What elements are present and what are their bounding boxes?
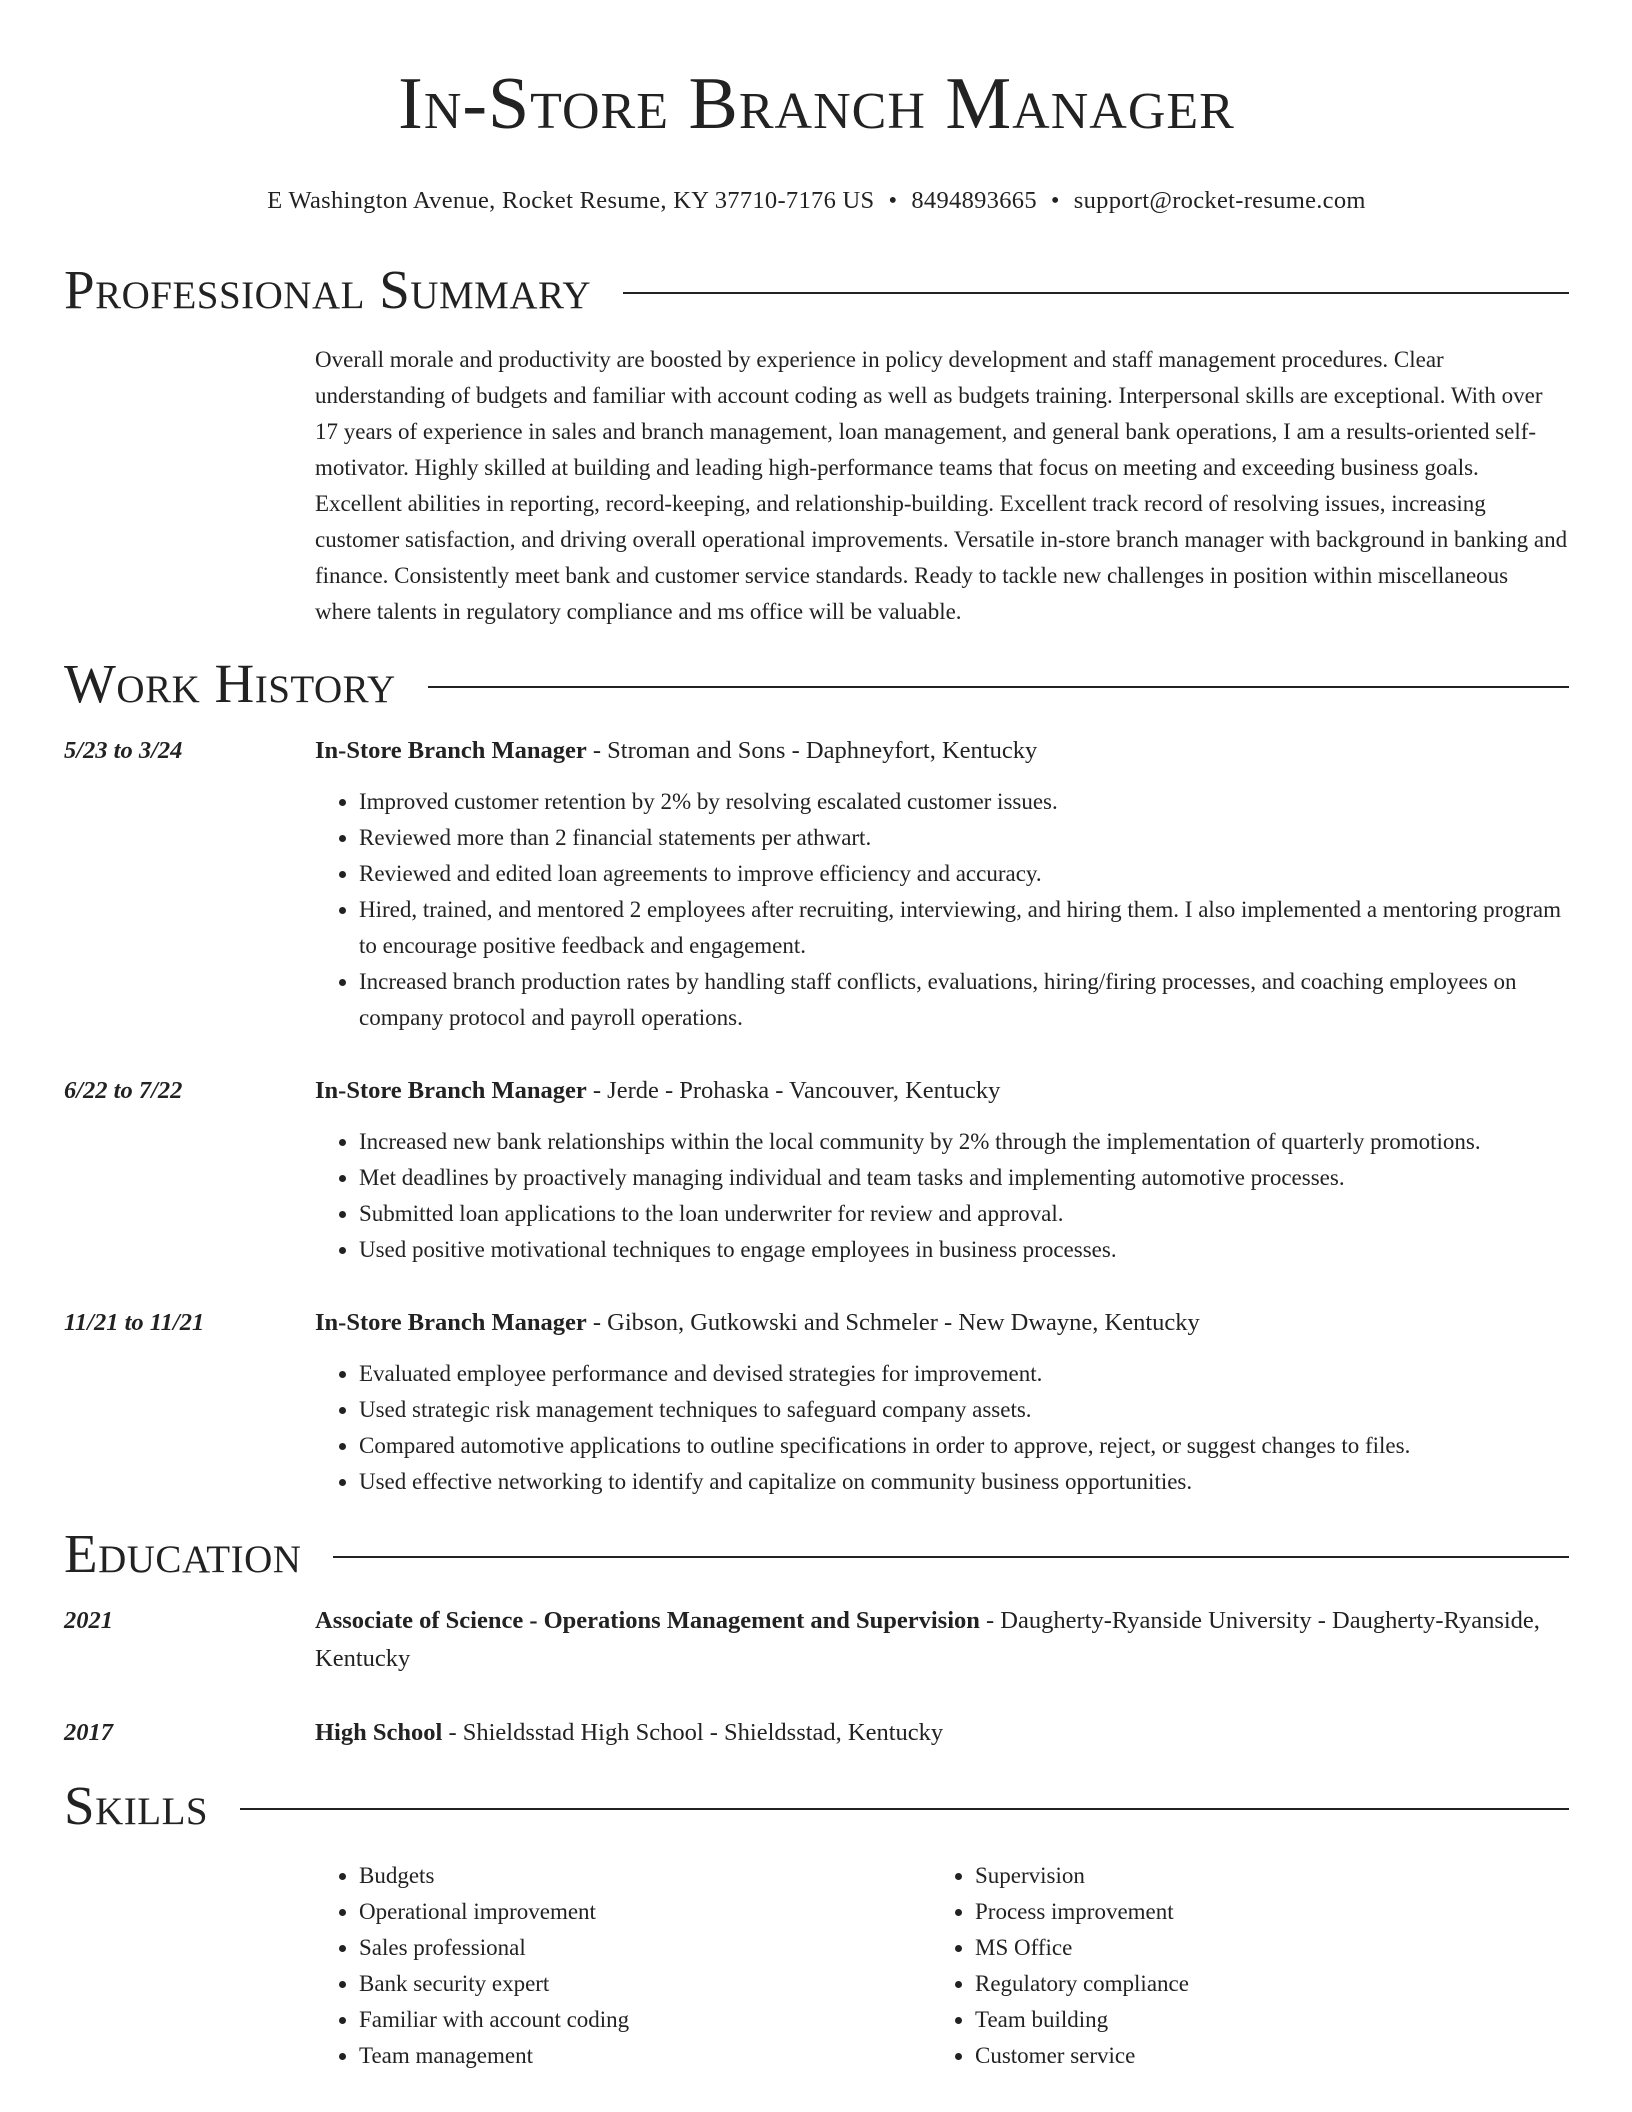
education-body — [315, 1602, 1569, 1678]
skill-item: • Regulatory compliance — [975, 1966, 1547, 2002]
contact-phone: 8494893665 — [911, 187, 1037, 214]
job-entry — [64, 1072, 1569, 1268]
job-details: - Stroman and Sons - Daphneyfort, Kentucky — [586, 737, 1038, 764]
job-bullet: • Submitted loan applications to the loan underwriter for review and approval. — [359, 1196, 1569, 1232]
job-bullet: • Increased branch production rates by handling staff conflicts, evaluations, hiring/firing processes, and coaching employees on company protocol and payroll operations. — [359, 964, 1569, 1036]
job-role: In-Store Branch Manager — [315, 1309, 587, 1336]
summary-header — [64, 260, 1569, 320]
summary-text: Overall morale and productivity are boosted by experience in policy development and staff management procedures. Clear understanding of budgets and familiar with account coding as well as budgets training. Interpersonal skills are exceptional. With over 17 years of experience in sales and branch management, loan management, and general bank operations, I am a results-oriented self-motivator. Highly skilled at building and leading high-performance teams that focus on meeting and exceeding business goals. Excellent abilities in reporting, record-keeping, and relationship-building. Excellent track record of resolving issues, increasing customer satisfaction, and driving overall operational improvements. Versatile in-store branch manager with background in banking and finance. Consistently meet bank and customer service standards. Ready to tackle new challenges in position within miscellaneous where talents in regulatory compliance and ms office will be valuable. — [315, 347, 1568, 624]
job-bullet: • Reviewed more than 2 financial statements per athwart. — [359, 820, 1569, 856]
section-divider — [333, 1556, 1569, 1558]
education-body — [315, 1714, 1569, 1752]
job-body — [315, 1304, 1569, 1500]
skills-list-right — [931, 1858, 1547, 2074]
education-entry — [64, 1714, 1569, 1752]
section-divider — [428, 686, 1569, 688]
job-bullet: • Reviewed and edited loan agreements to improve efficiency and accuracy. — [359, 856, 1569, 892]
skill-item: • Operational improvement — [359, 1894, 931, 1930]
job-heading — [315, 1304, 1569, 1342]
skill-item: • Budgets — [359, 1858, 931, 1894]
skills-title: Skills — [64, 1775, 209, 1836]
education-details: - Daugherty-Ryanside University - Daugherty-Ryanside, Kentucky — [315, 1607, 1540, 1672]
job-details: - Gibson, Gutkowski and Schmeler - New Dwayne, Kentucky — [586, 1309, 1200, 1336]
job-heading — [315, 732, 1569, 770]
skill-item: • Customer service — [975, 2038, 1547, 2074]
job-bullet: • Met deadlines by proactively managing individual and team tasks and implementing automotive processes. — [359, 1160, 1569, 1196]
job-bullet: • Improved customer retention by 2% by resolving escalated customer issues. — [359, 784, 1569, 820]
job-bullet: • Compared automotive applications to outline specifications in order to approve, reject, or suggest changes to files. — [359, 1428, 1569, 1464]
work-section — [64, 654, 1569, 1500]
job-bullet: • Used strategic risk management techniques to safeguard company assets. — [359, 1392, 1569, 1428]
skills-header — [64, 1776, 1569, 1836]
education-details: - Shieldsstad High School - Shieldsstad, Kentucky — [442, 1719, 944, 1746]
contact-line — [64, 186, 1569, 216]
job-role: In-Store Branch Manager — [315, 1077, 587, 1104]
contact-separator: • — [1050, 187, 1060, 214]
job-entry — [64, 1304, 1569, 1500]
job-bullets — [315, 1124, 1569, 1268]
education-degree: High School — [315, 1719, 443, 1746]
job-heading — [315, 1072, 1569, 1110]
job-bullet: • Hired, trained, and mentored 2 employees after recruiting, interviewing, and hiring them. I also implemented a mentoring program to encourage positive feedback and engagement. — [359, 892, 1569, 964]
education-heading — [315, 1714, 1569, 1752]
section-divider — [623, 292, 1569, 294]
skills-section — [64, 1776, 1569, 2074]
summary-title: Professional Summary — [64, 259, 592, 320]
education-entry — [64, 1602, 1569, 1678]
job-bullet: • Used positive motivational techniques to engage employees in business processes. — [359, 1232, 1569, 1268]
contact-email[interactable]: support@rocket-resume.com — [1073, 187, 1366, 214]
education-title: Education — [64, 1523, 302, 1584]
contact-separator: • — [888, 187, 898, 214]
skill-item: • Process improvement — [975, 1894, 1547, 1930]
work-header — [64, 654, 1569, 714]
job-bullet: • Used effective networking to identify and capitalize on community business opportunities. — [359, 1464, 1569, 1500]
skill-item: • Bank security expert — [359, 1966, 931, 2002]
resume-name: In-Store Branch Manager — [398, 63, 1235, 145]
job-dates: 6/22 to 7/22 — [64, 1077, 183, 1104]
skills-list-left — [315, 1858, 931, 2074]
education-section — [64, 1524, 1569, 1752]
education-year: 2017 — [64, 1719, 113, 1746]
skill-item: • Supervision — [975, 1858, 1547, 1894]
job-body — [315, 732, 1569, 1036]
job-dates: 5/23 to 3/24 — [64, 737, 183, 764]
education-heading — [315, 1602, 1569, 1678]
job-bullets — [315, 784, 1569, 1036]
job-bullet: • Increased new bank relationships within the local community by 2% through the implementation of quarterly promotions. — [359, 1124, 1569, 1160]
skill-item: • Sales professional — [359, 1930, 931, 1966]
section-divider — [240, 1808, 1569, 1810]
skill-item: • Team management — [359, 2038, 931, 2074]
skill-item: • Team building — [975, 2002, 1547, 2038]
job-role: In-Store Branch Manager — [315, 737, 587, 764]
job-details: - Jerde - Prohaska - Vancouver, Kentucky — [586, 1077, 1001, 1104]
summary-section — [64, 260, 1569, 630]
job-bullet: • Evaluated employee performance and devised strategies for improvement. — [359, 1356, 1569, 1392]
skill-item: • Familiar with account coding — [359, 2002, 931, 2038]
contact-address: E Washington Avenue, Rocket Resume, KY 37710-7176 US — [267, 187, 875, 214]
job-body — [315, 1072, 1569, 1268]
skill-item: • MS Office — [975, 1930, 1547, 1966]
education-year: 2021 — [64, 1607, 113, 1634]
work-title: Work History — [64, 653, 396, 714]
skills-columns — [315, 1858, 1569, 2074]
education-header — [64, 1524, 1569, 1584]
job-entry — [64, 732, 1569, 1036]
job-bullets — [315, 1356, 1569, 1500]
job-dates: 11/21 to 11/21 — [64, 1309, 205, 1336]
education-degree: Associate of Science - Operations Management and Supervision — [315, 1607, 980, 1634]
resume-page — [64, 0, 1569, 2074]
